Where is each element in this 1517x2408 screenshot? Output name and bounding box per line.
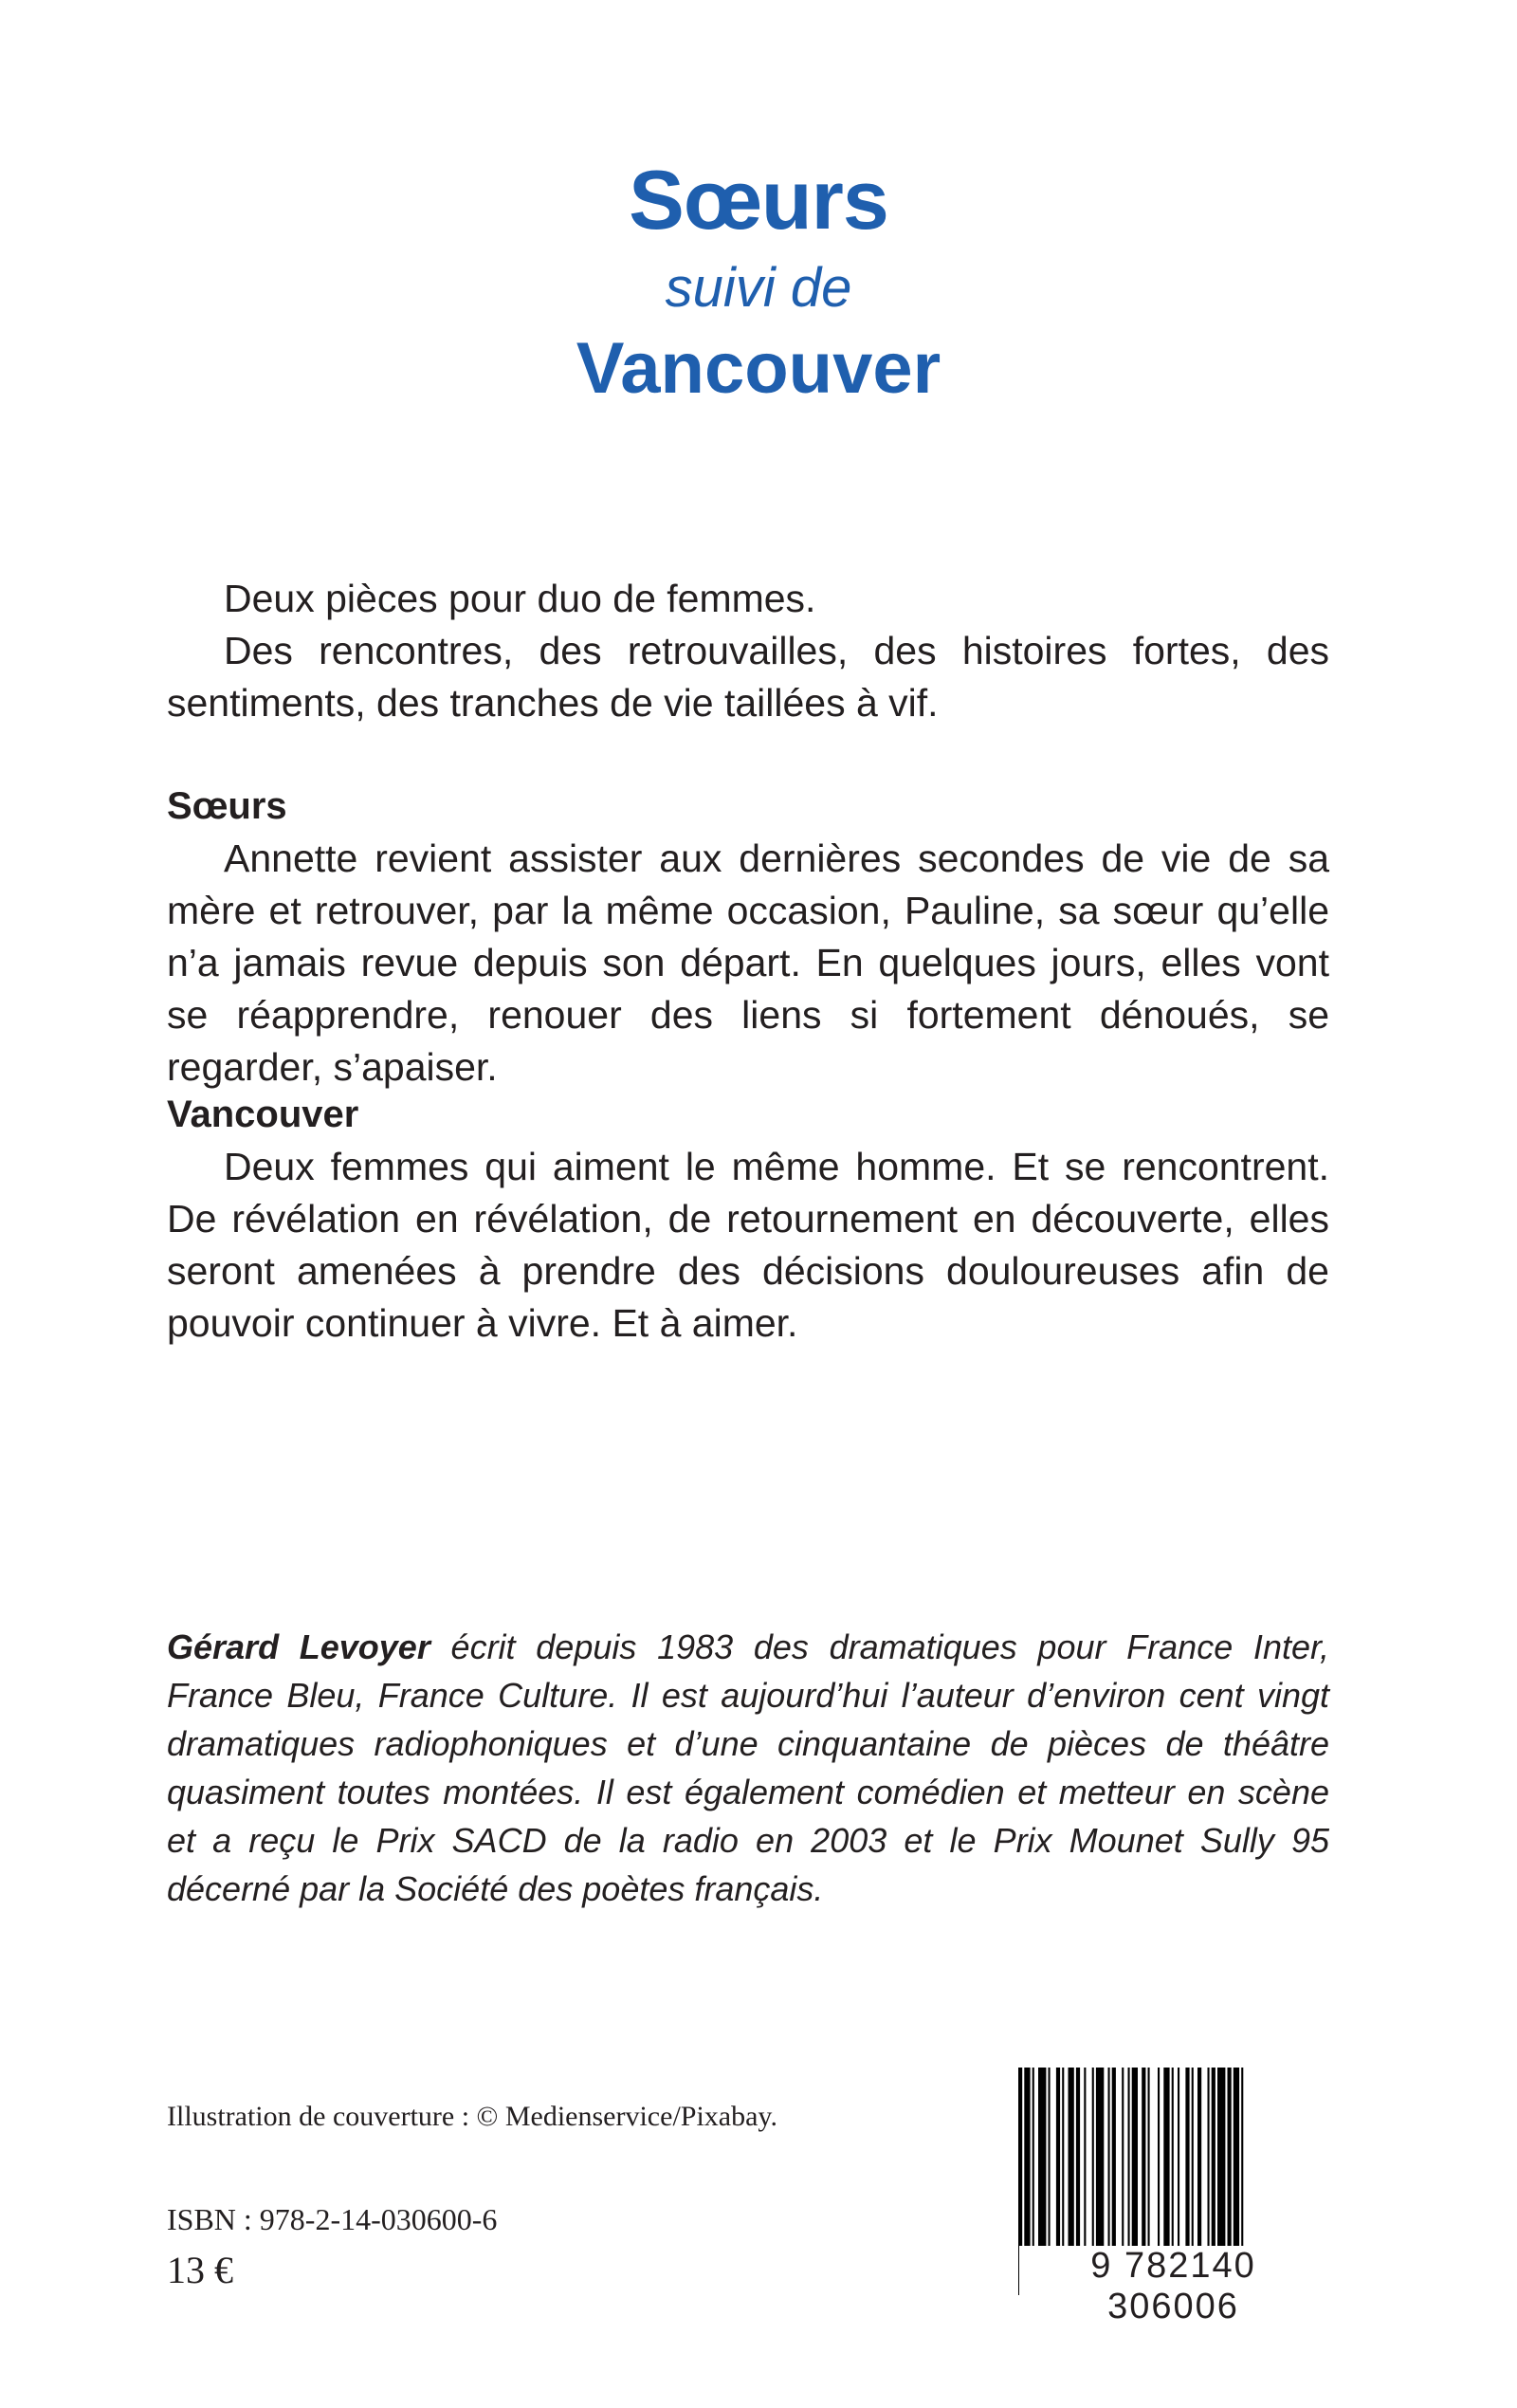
intro-line-1: Deux pièces pour duo de femmes. <box>224 577 816 620</box>
barcode-bar <box>1062 2068 1064 2246</box>
book-title: Sœurs <box>629 153 888 247</box>
barcode-bar <box>1142 2068 1145 2246</box>
isbn: ISBN : 978-2-14-030600-6 <box>167 2202 498 2236</box>
barcode-bar <box>1033 2068 1034 2246</box>
author-name: Gérard Levoyer <box>167 1627 430 1666</box>
barcode-bar <box>1076 2068 1080 2246</box>
barcode-bar <box>1178 2068 1179 2246</box>
vancouver-section <box>167 1089 1329 1350</box>
illustration-credit: Illustration de couverture : © Medienservice/Pixabay. <box>167 2101 777 2132</box>
barcode-bar <box>1185 2068 1189 2246</box>
soeurs-summary: Annette revient assister aux dernières secondes de vie de sa mère et retrouver, par la même occasion, Pauline, sa sœur qu’elle n’a jamais revue depuis son départ. En quelques jours, elles vont se réapprendre, renouer des liens si fortement dénoués, se regarder, s’apaiser. <box>167 836 1329 1089</box>
soeurs-section <box>167 781 1329 1094</box>
intro-section <box>167 573 1329 729</box>
vancouver-heading: Vancouver <box>167 1094 359 1135</box>
barcode-bar <box>1192 2068 1194 2246</box>
barcode-bar <box>1038 2068 1046 2246</box>
barcode-bar <box>1069 2068 1074 2246</box>
vancouver-summary: Deux femmes qui aiment le même homme. Et se rencontrent. De révélation en révélation, de retournement en découverte, elles seront amenées à prendre des décisions douloureuses afin de pouvoir continuer à vivre. Et à aimer. <box>167 1145 1329 1345</box>
author-bio-text: écrit depuis 1983 des dramatiques pour France Inter, France Bleu, France Culture. Il est aujourd’hui l’auteur d’environ cent vingt dramatiques radiophoniques et d’une cinquantaine de pièces de théâtre quasiment toutes montées. Il est également comédien et metteur en scène et a reçu le Prix SACD de la radio en 2003 et le Prix Mounet Sully 95 décerné par la Société des poètes français. <box>167 1627 1329 1908</box>
soeurs-heading: Sœurs <box>167 785 287 827</box>
barcode-bar <box>1128 2068 1130 2246</box>
barcode-bar <box>1212 2068 1215 2246</box>
barcode-bar <box>1056 2068 1060 2246</box>
barcode-bar <box>1208 2068 1210 2246</box>
barcode-bar <box>1217 2068 1225 2246</box>
barcode-bar <box>1197 2068 1201 2246</box>
intro-line-2: Des rencontres, des retrouvailles, des histoires fortes, des sentiments, des tranches de vie taillées à vif. <box>167 629 1329 725</box>
author-bio <box>167 1623 1329 1913</box>
barcode-bar <box>1234 2068 1239 2246</box>
barcode-bar <box>1049 2068 1051 2246</box>
barcode-bar <box>1112 2068 1116 2246</box>
barcode-bar <box>1148 2068 1150 2246</box>
barcode-digits: 9 782140 306006 <box>1019 2246 1327 2327</box>
barcode-bar <box>1108 2068 1110 2246</box>
barcode-bar <box>1092 2068 1094 2246</box>
barcode-bar <box>1163 2068 1169 2246</box>
barcode-bar <box>1084 2068 1086 2246</box>
barcode-bar <box>1096 2068 1104 2246</box>
title-connector: suivi de <box>665 257 852 319</box>
barcode-bar <box>1172 2068 1174 2246</box>
barcode-bar <box>1158 2068 1160 2246</box>
barcode-bar <box>1228 2068 1232 2246</box>
barcode-bar <box>1122 2068 1124 2246</box>
book-subtitle: Vancouver <box>576 328 941 409</box>
price: 13 € <box>167 2249 233 2291</box>
